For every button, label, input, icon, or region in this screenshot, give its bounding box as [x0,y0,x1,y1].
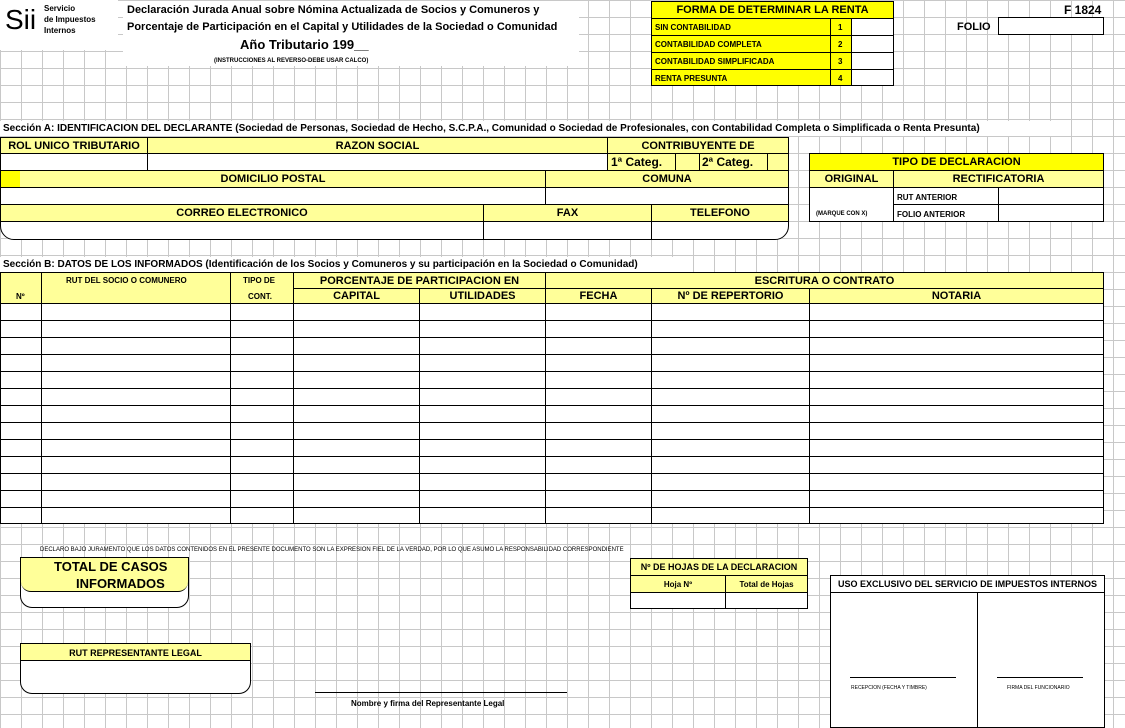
form-title-line1: Declaración Jurada Anual sobre Nómina Actualizada de Socios y Comuneros y [127,4,540,16]
folio-anterior-label: FOLIO ANTERIOR [897,210,966,219]
table-row[interactable] [1,440,1103,456]
juramento-text: DECLARO BAJO JURAMENTO QUE LOS DATOS CONTENIDOS EN EL PRESENTE DOCUMENTO SON LA EXPRESION FIEL DE LA VERDAD, POR LO QUE ASUMO LA RESPONSABILIDAD CORRESPONDIENTE [40,547,624,553]
section-a-title: Sección A: IDENTIFICACION DEL DECLARANTE (Sociedad de Personas, Sociedad de Hecho, S.C.P.A., Comunidad o Sociedad de Profesionales, con Contabilidad Completa o Simplificada o Renta Presunta) [3,123,980,134]
group-porcentaje: PORCENTAJE DE PARTICIPACION EN [319,274,520,287]
table-row[interactable] [1,304,1103,320]
check-contabilidad-completa[interactable] [852,36,893,52]
uso-exclusivo-box [830,575,1105,728]
folio-field[interactable] [998,17,1104,35]
col-fecha: FECHA [579,290,618,302]
org-name-3: Internos [44,26,76,35]
group-escritura: ESCRITURA O CONTRATO [754,274,895,287]
rut-anterior-label: RUT ANTERIOR [897,193,958,202]
opt-sin-contabilidad: SIN CONTABILIDAD [655,23,731,32]
fax-field[interactable] [484,222,651,238]
table-row[interactable] [1,321,1103,337]
total-hojas-field[interactable] [726,593,807,608]
col-tipo-2: CONT. [248,292,272,301]
table-row[interactable] [1,406,1103,422]
tipo-declaracion-title: TIPO DE DECLARACION [892,156,1021,168]
table-row[interactable] [1,389,1103,405]
col-rut-socio: RUT DEL SOCIO O COMUNERO [66,276,187,285]
folio-anterior-field[interactable] [999,205,1103,221]
total-casos-field[interactable] [22,592,187,607]
hoja-no-label: Hoja Nº [663,579,693,589]
table-row[interactable] [1,355,1103,371]
table-row[interactable] [1,372,1103,388]
fax-label: FAX [556,207,579,219]
total-casos-label-1: TOTAL DE CASOS [54,559,168,574]
categ1-label: 1ª Categ. [611,155,663,169]
form-title-line2: Porcentaje de Participación en el Capital y Utilidades de la Sociedad o Comunidad [127,21,558,33]
domicilio-label: DOMICILIO POSTAL [220,173,326,185]
check-sin-contabilidad[interactable] [852,19,893,35]
comuna-field[interactable] [546,188,788,204]
total-hojas-label: Total de Hojas [739,579,794,589]
rut-anterior-field[interactable] [999,188,1103,204]
razon-social-field[interactable] [148,154,607,170]
rut-representante-field[interactable] [22,662,249,692]
firma-funcionario-label: FIRMA DEL FUNCIONARIO [1007,685,1070,691]
code-1: 1 [838,23,843,32]
original-checkbox[interactable] [810,188,893,204]
instructions-note: (INSTRUCCIONES AL REVERSO-DEBE USAR CALCO) [214,58,369,64]
correo-field[interactable] [1,222,483,238]
code-4: 4 [838,74,843,83]
folio-label: FOLIO [957,21,991,33]
opt-contabilidad-simplificada: CONTABILIDAD SIMPLIFICADA [655,57,775,66]
logo-block [0,0,118,50]
col-tipo-1: TIPO DE [243,276,276,285]
section-b-title: Sección B: DATOS DE LOS INFORMADOS (Identificación de los Socios y Comuneros y su participación en la Sociedad o Comunidad) [3,259,638,270]
opt-renta-presunta: RENTA PRESUNTA [655,74,728,83]
table-row[interactable] [1,457,1103,473]
forma-renta-title: FORMA DE DETERMINAR LA RENTA [676,4,869,16]
code-3: 3 [838,57,843,66]
rut-representante-label: RUT REPRESENTANTE LEGAL [69,647,202,658]
uso-exclusivo-title: USO EXCLUSIVO DEL SERVICIO DE IMPUESTOS INTERNOS [837,579,1098,589]
telefono-field[interactable] [652,222,788,238]
org-name-2: de Impuestos [44,15,96,24]
check-renta-presunta[interactable] [852,70,893,86]
recepcion-label: RECEPCION (FECHA Y TIMBRE) [851,685,927,691]
telefono-label: TELEFONO [690,207,750,219]
table-row[interactable] [1,491,1103,507]
col-repertorio: Nº DE REPERTORIO [677,290,784,302]
categ1-checkbox[interactable] [676,154,699,170]
col-no: Nº [16,292,25,301]
total-casos-label-2: INFORMADOS [76,576,165,591]
rut-label: ROL UNICO TRIBUTARIO [8,139,140,152]
comuna-label: COMUNA [642,173,692,185]
contribuyente-label: CONTRIBUYENTE DE [641,139,755,152]
razon-social-label: RAZON SOCIAL [335,139,420,152]
col-capital: CAPITAL [333,290,380,302]
categ2-checkbox[interactable] [768,154,788,170]
table-row[interactable] [1,508,1103,524]
sii-logo: Sii [5,4,37,35]
marque-label: (MARQUE CON X) [816,211,868,217]
correo-label: CORREO ELECTRONICO [176,207,308,219]
hoja-no-field[interactable] [631,593,725,608]
form-number: F 1824 [1064,3,1102,17]
opt-contabilidad-completa: CONTABILIDAD COMPLETA [655,40,762,49]
col-notaria: NOTARIA [931,290,982,302]
code-2: 2 [838,40,843,49]
tax-year: Año Tributario 199__ [240,37,369,52]
check-contabilidad-simplificada[interactable] [852,53,893,69]
org-name-1: Servicio [44,4,76,13]
col-utilidades: UTILIDADES [449,290,516,302]
categ2-label: 2ª Categ. [702,155,754,169]
hojas-title: Nº DE HOJAS DE LA DECLARACION [640,562,798,572]
domicilio-field[interactable] [1,188,545,204]
rectificatoria-label: RECTIFICATORIA [952,173,1045,185]
rut-field[interactable] [1,154,147,170]
firma-representante-label: Nombre y firma del Representante Legal [351,699,505,708]
table-row[interactable] [1,338,1103,354]
table-row[interactable] [1,474,1103,490]
table-row[interactable] [1,423,1103,439]
original-label: ORIGINAL [824,173,879,185]
